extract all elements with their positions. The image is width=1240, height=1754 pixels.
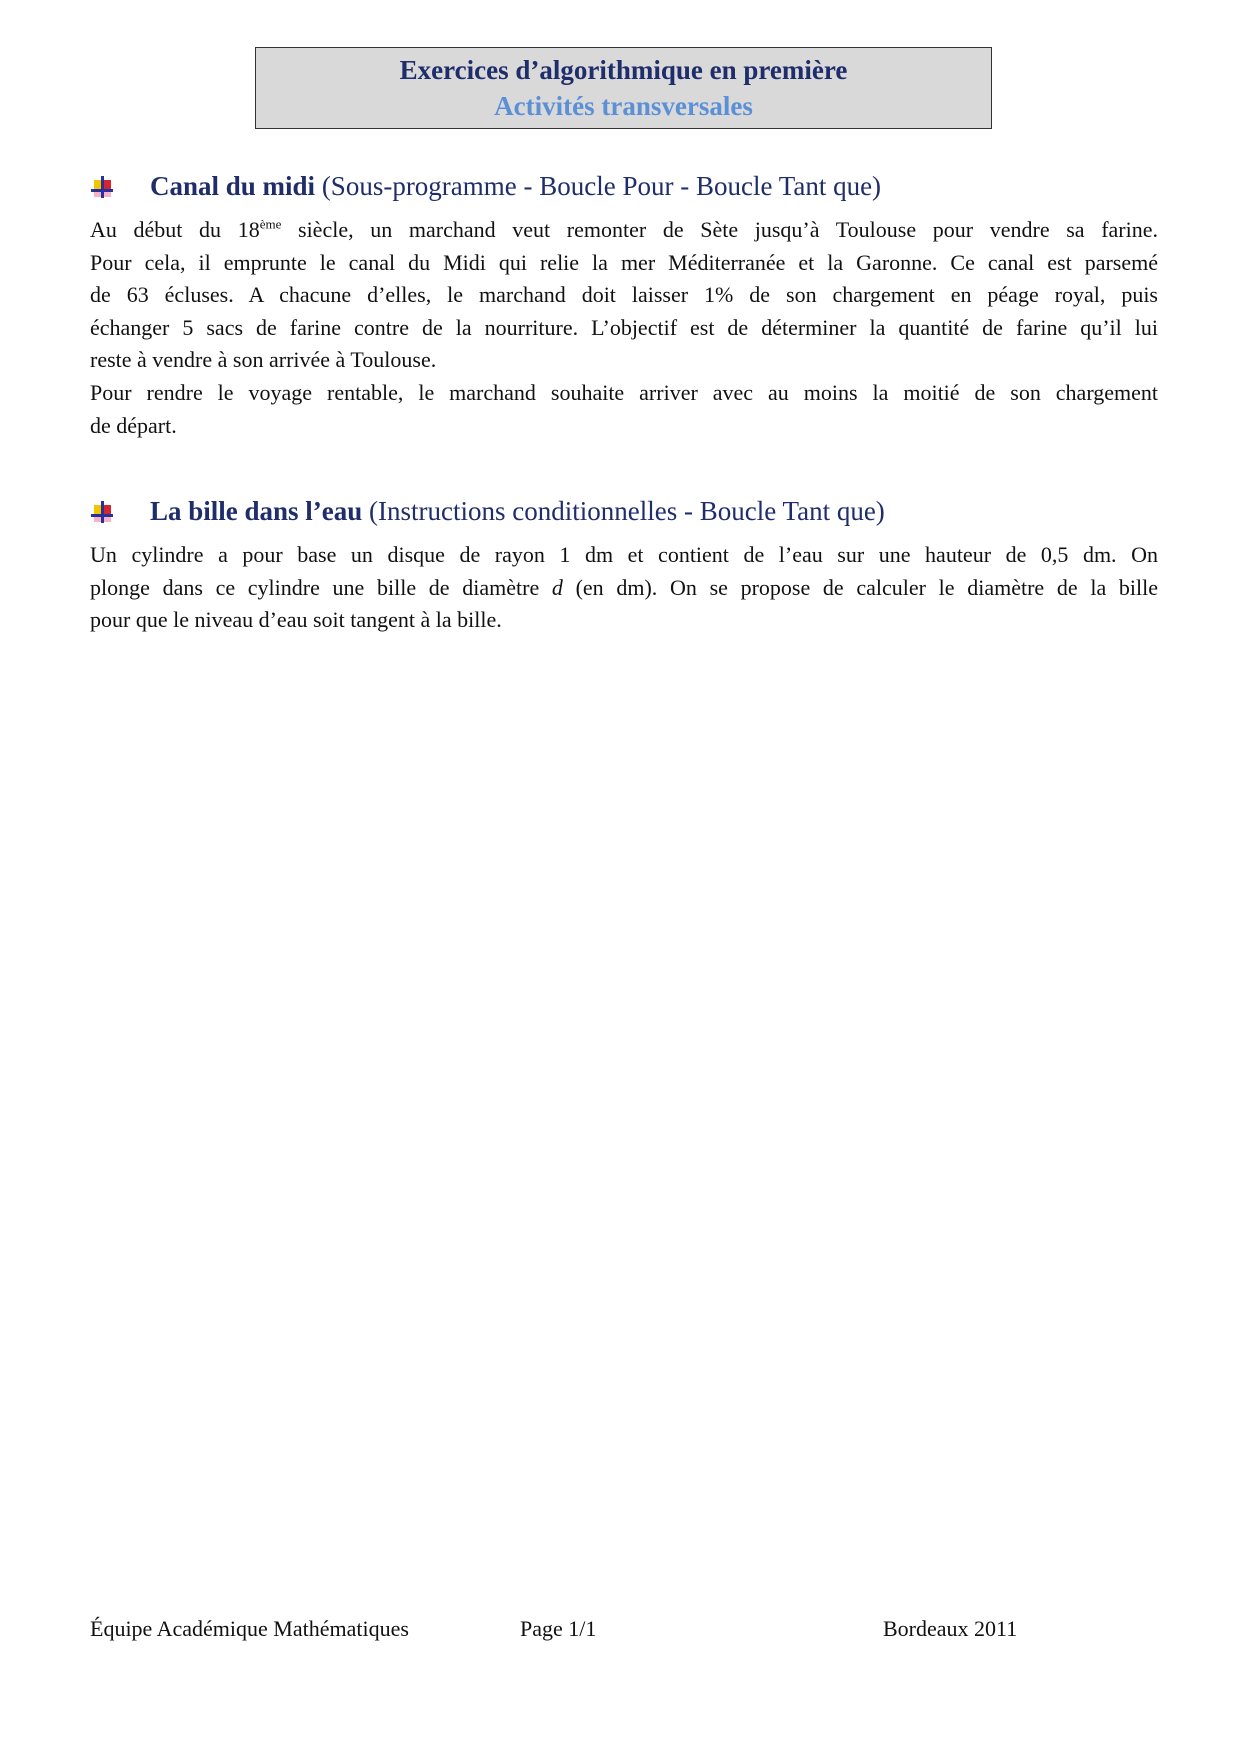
section-body — [90, 539, 1158, 637]
footer-right: Bordeaux 2011 — [883, 1616, 1018, 1641]
paragraph-line: Pour cela, il emprunte le canal du Midi qui relie la mer Méditerranée et la Garonne. Ce canal est parsemé — [90, 249, 1158, 275]
section-topics: (Instructions conditionnelles - Boucle Tant que) — [369, 496, 885, 526]
section-heading — [90, 491, 1158, 531]
section-heading — [90, 166, 1158, 206]
document-title: Exercices d’algorithmique en première — [399, 55, 848, 85]
document-title-box — [255, 47, 992, 129]
paragraph-line: échanger 5 sacs de farine contre de la nourriture. L’objectif est de déterminer la quantité de farine qu’il lui — [90, 314, 1158, 340]
section-canal-du-midi — [90, 166, 1158, 442]
footer-left: Équipe Académique Mathématiques — [90, 1616, 409, 1641]
document-subtitle: Activités transversales — [494, 91, 753, 121]
section-topics: (Sous-programme - Boucle Pour - Boucle Tant que) — [321, 171, 882, 201]
section-bille-dans-eau — [90, 491, 1158, 637]
paragraph-line: plonge dans ce cylindre une bille de diamètre d (en dm). On se propose de calculer le diamètre de la bille — [90, 574, 1158, 600]
paragraph-line: Pour rendre le voyage rentable, le marchand souhaite arriver avec au moins la moitié de son chargement — [90, 379, 1158, 405]
section-body — [90, 214, 1158, 442]
section-title: La bille dans l’eau — [150, 496, 363, 526]
paragraph-line: Un cylindre a pour base un disque de rayon 1 dm et contient de l’eau sur une hauteur de 0,5 dm. On — [90, 542, 1158, 567]
paragraph-line: pour que le niveau d’eau soit tangent à la bille. — [90, 607, 502, 633]
paragraph-line: de 63 écluses. A chacune d’elles, le marchand doit laisser 1% de son chargement en péage royal, puis — [90, 282, 1158, 308]
pushpin-cross-icon — [90, 500, 114, 524]
paragraph-line: de départ. — [90, 412, 177, 438]
footer-page-number: Page 1/1 — [520, 1616, 597, 1641]
paragraph-line: Au début du 18ème siècle, un marchand veut remonter de Sète jusqu’à Toulouse pour vendre sa farine. — [90, 216, 1158, 242]
section-title: Canal du midi — [150, 171, 316, 201]
pushpin-cross-icon — [90, 175, 114, 199]
paragraph-line: reste à vendre à son arrivée à Toulouse. — [90, 347, 437, 373]
